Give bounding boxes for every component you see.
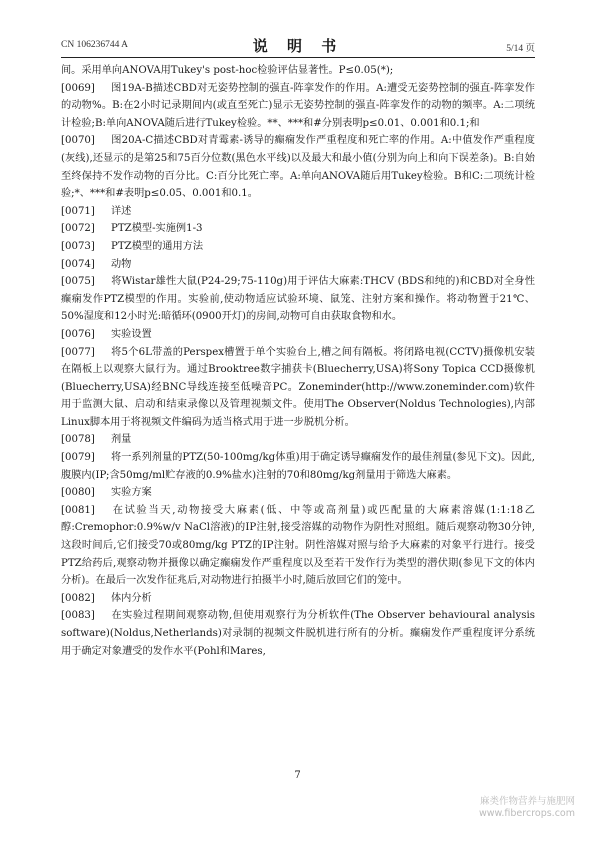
paragraph-text: 实验方案 [111, 487, 152, 499]
paragraph-number: [0076] [61, 328, 95, 340]
paragraph-number: [0069] [61, 82, 95, 94]
page-counter: 5/14 页 [506, 44, 535, 54]
header-rule [61, 57, 535, 58]
paragraph-text: 剂量 [111, 434, 132, 446]
paragraph-text: 动物 [111, 258, 132, 270]
paragraph [61, 607, 535, 660]
paragraph-text: 体内分析 [111, 592, 152, 604]
paragraph-number: [0072] [61, 223, 95, 235]
paragraph-number: [0078] [61, 434, 95, 446]
paragraph [61, 132, 535, 202]
paragraph-number: [0073] [61, 240, 95, 252]
paragraph [61, 484, 535, 502]
paragraph-text: 图20A-C描述CBD对青霉素-诱导的癫痫发作严重程度和死亡率的作用。A:中值发作严重程度(灰线),还显示的是第25和75百分位数(黑色水平线)以及最大和最小值(分别为向上和向下误差条)。B:自始至终保持不发作动物的百分比。C:百分比死亡率。A:单向ANOVA随后用Tukey检验。B和C:二项统计检验;*、***和#表明p≤0.05、0.001和0.1。 [61, 135, 535, 200]
paragraph-number: [0071] [61, 205, 95, 217]
watermark [445, 796, 575, 820]
paragraph-text: 将一系列剂量的PTZ(50-100mg/kg体重)用于确定诱导癫痫发作的最佳剂量(参见下文)。因此,腹膜内(IP;含50mg/ml贮存液的0.9%盐水)注射的70和80mg/kg剂量用于筛选大麻素。 [61, 452, 535, 481]
document-id: CN 106236744 A [61, 40, 129, 50]
paragraph-text: 实验设置 [111, 328, 152, 340]
paragraph [61, 256, 535, 274]
paragraph-text: 将5个6L带盖的Perspex槽置于单个实验台上,槽之间有隔板。将闭路电视(CCTV)摄像机安装在隔板上以观察大鼠行为。通过Brooktree数字捕获卡(Bluecherry,USA)将Sony Topica CCD摄像机(Bluecherry,USA)经BNC导线连接至低噪音PC。Zoneminder(http://www.zoneminder.com)软件用于监测大鼠、启动和结束录像以及管理视频文件。使用The Observer(Noldus Technologies),内部Linux脚本用于将视频文件编码为适当格式用于进一步脱机分析。 [61, 346, 535, 428]
paragraph-text: 在实验过程期间观察动物,但使用观察行为分析软件(The Observer behavioural analysis software)(Noldus,Netherlands)对录制的视频文件脱机进行所有的分析。癫痫发作严重程度评分系统用于确定对象遭受的发作水平(Pohl和Mares, [61, 610, 535, 657]
paragraph-number: [0075] [61, 276, 95, 288]
paragraph-number: [0083] [61, 610, 95, 622]
paragraph [61, 502, 535, 590]
paragraph-number: [0077] [61, 346, 95, 358]
paragraph-number: [0074] [61, 258, 95, 270]
watermark-title: 麻类作物营养与施肥网 [479, 796, 575, 807]
paragraph-number: [0080] [61, 487, 95, 499]
paragraph [61, 62, 535, 80]
paragraph [61, 326, 535, 344]
paragraph-text: 将Wistar雄性大鼠(P24-29;75-110g)用于评估大麻素:THCV (BDS和纯的)和CBD对全身性癫痫发作PTZ模型的作用。实验前,使动物适应试验环境、鼠笼、注射方案和操作。将动物置于21℃、50%湿度和12小时光:暗循环(0900开灯)的房间,动物可自由获取食物和水。 [61, 276, 535, 323]
paragraph [61, 80, 535, 133]
paragraph [61, 344, 535, 432]
paragraph [61, 220, 535, 238]
paragraph-text: PTZ模型的通用方法 [111, 240, 204, 252]
paragraph-number: [0081] [61, 504, 95, 516]
paragraph [61, 590, 535, 608]
paragraph-number: [0082] [61, 592, 95, 604]
paragraph-text: 图19A-B描述CBD对无姿势控制的强直-阵挛发作的作用。A:遭受无姿势控制的强直-阵挛发作的动物%。B:在2小时记录期间内(或直至死亡)显示无姿势控制的强直-阵挛发作的动物的频率。A:二项统计检验;B:单向ANOVA随后进行Tukey检验。**、***和#分别表明p≤0.01、0.001和0.1;和 [61, 82, 535, 129]
paragraph-text: PTZ模型-实施例1-3 [111, 223, 203, 235]
paragraph [61, 431, 535, 449]
paragraph [61, 203, 535, 221]
paragraph-number: [0070] [61, 135, 95, 147]
paragraph-text: 间。采用单向ANOVA用Tukey's post-hoc检验评估显著性。P≤0.05(*); [61, 65, 394, 76]
paragraph-text: 详述 [111, 205, 132, 217]
watermark-url: www.fibercrops.com [478, 808, 575, 819]
paragraph [61, 449, 535, 484]
paragraph-number: [0079] [61, 452, 95, 464]
paragraph [61, 238, 535, 256]
paragraph [61, 273, 535, 326]
document-body [61, 62, 535, 752]
paragraph-text: 在试验当天,动物接受大麻素(低、中等或高剂量)或匹配量的大麻素溶媒(1:1:18乙醇:Cremophor:0.9%w/v NaCl溶液)的IP注射,接受溶媒的动物作为阴性对照组。随后观察动物30分钟,这段时间后,它们接受70或80mg/kg PTZ的IP注射。阴性溶媒对照与给予大麻素的对象平行进行。接受PTZ给药后,观察动物并摄像以确定癫痫发作严重程度以及至若干发作行为类型的潜伏期(参见下文的体内分析)。在最后一次发作征兆后,对动物进行拍摄半小时,随后放回它们的笼中。 [61, 504, 535, 587]
document-title: 说 明 书 [252, 37, 344, 55]
page-header [61, 38, 535, 54]
page-number: 7 [294, 770, 301, 781]
